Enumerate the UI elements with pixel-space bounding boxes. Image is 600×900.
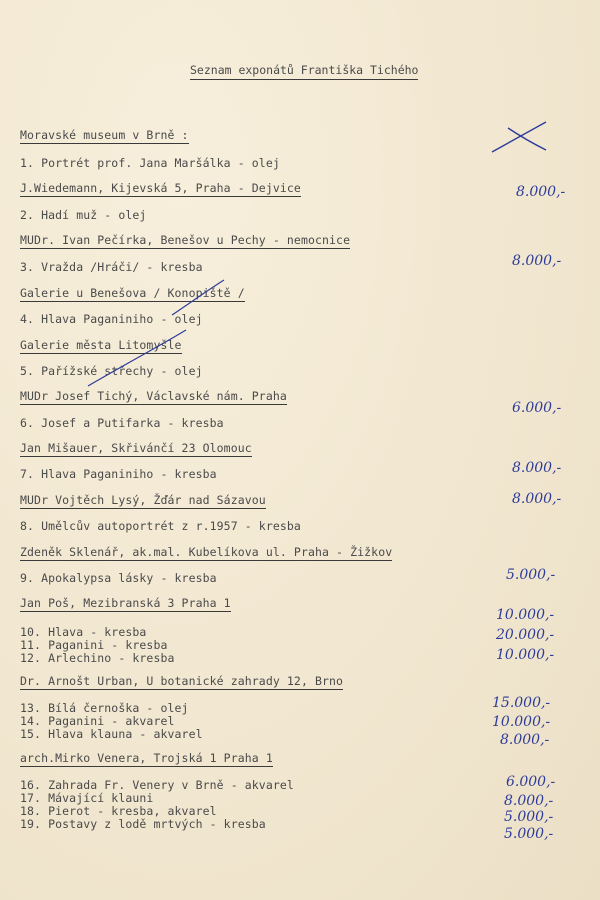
handwritten-price: 8.000,- [512,460,562,476]
owner-line: Jan Mišauer, Skřivánčí 23 Olomouc [20,441,252,455]
handwritten-price: 8.000,- [516,184,566,200]
owner-line: Dr. Arnošt Urban, U botanické zahrady 12, Brno [20,674,344,688]
owner-line: MUDr Josef Tichý, Václavské nám. Praha [20,389,287,403]
handwritten-price: 10.000,- [496,607,555,623]
exhibit-line: 19. Postavy z lodě mrtvých - kresba [20,817,266,831]
exhibit-line: 8. Umělcův autoportrét z r.1957 - kresba [20,519,301,533]
handwritten-price: 5.000,- [504,826,554,842]
exhibit-line: 11. Paganini - kresba [20,638,168,652]
exhibit-line: 2. Hadí muž - olej [20,208,147,222]
exhibit-line: 15. Hlava klauna - akvarel [20,727,203,741]
handwritten-price: 8.000,- [512,253,562,269]
exhibit-line: 4. Hlava Paganiniho - olej [20,312,203,326]
handwritten-price: 10.000,- [492,714,551,730]
handwritten-price: 6.000,- [506,774,556,790]
exhibit-line: 1. Portrét prof. Jana Maršálka - olej [20,156,280,170]
owner-line: Galerie u Benešova / Konopiště / [20,286,245,300]
exhibit-line: 14. Paganini - akvarel [20,714,175,728]
exhibit-line: 12. Arlechino - kresba [20,651,175,665]
handwritten-price: 8.000,- [504,793,554,809]
owner-line: Moravské museum v Brně : [20,128,189,142]
handwritten-price: 15.000,- [492,695,551,711]
owner-line: Jan Poš, Mezibranská 3 Praha 1 [20,596,231,610]
cross-mark-stroke [508,128,546,150]
owner-line: arch.Mirko Venera, Trojská 1 Praha 1 [20,751,273,765]
handwritten-price: 20.000,- [496,627,555,643]
exhibit-line: 5. Pařížské střechy - olej [20,364,203,378]
handwritten-price: 10.000,- [496,647,555,663]
owner-line: Zdeněk Sklenář, ak.mal. Kubelíkova ul. Praha - Žižkov [20,545,393,559]
owner-line: J.Wiedemann, Kijevská 5, Praha - Dejvice [20,181,301,195]
handwritten-price: 5.000,- [504,809,554,825]
exhibit-line: 3. Vražda /Hráči/ - kresba [20,260,203,274]
owner-line: MUDr Vojtěch Lysý, Žďár nad Sázavou [20,493,266,507]
exhibit-line: 13. Bílá černoška - olej [20,701,189,715]
exhibit-line: 18. Pierot - kresba, akvarel [20,804,217,818]
cross-mark-stroke [492,122,546,152]
handwritten-price: 8.000,- [512,491,562,507]
handwritten-price: 5.000,- [506,567,556,583]
exhibit-line: 7. Hlava Paganiniho - kresba [20,467,217,481]
exhibit-line: 9. Apokalypsa lásky - kresba [20,571,217,585]
exhibit-line: 10. Hlava - kresba [20,625,147,639]
handwritten-price: 8.000,- [500,732,550,748]
exhibit-line: 16. Zahrada Fr. Venery v Brně - akvarel [20,778,294,792]
exhibit-line: 17. Mávající klauni [20,791,154,805]
document-title: Seznam exponátů Františka Tichého [190,63,418,80]
exhibit-line: 6. Josef a Putifarka - kresba [20,416,224,430]
handwritten-price: 6.000,- [512,400,562,416]
owner-line: Galerie města Litomyšle [20,338,182,352]
owner-line: MUDr. Ivan Pečírka, Benešov u Pechy - nemocnice [20,233,351,247]
